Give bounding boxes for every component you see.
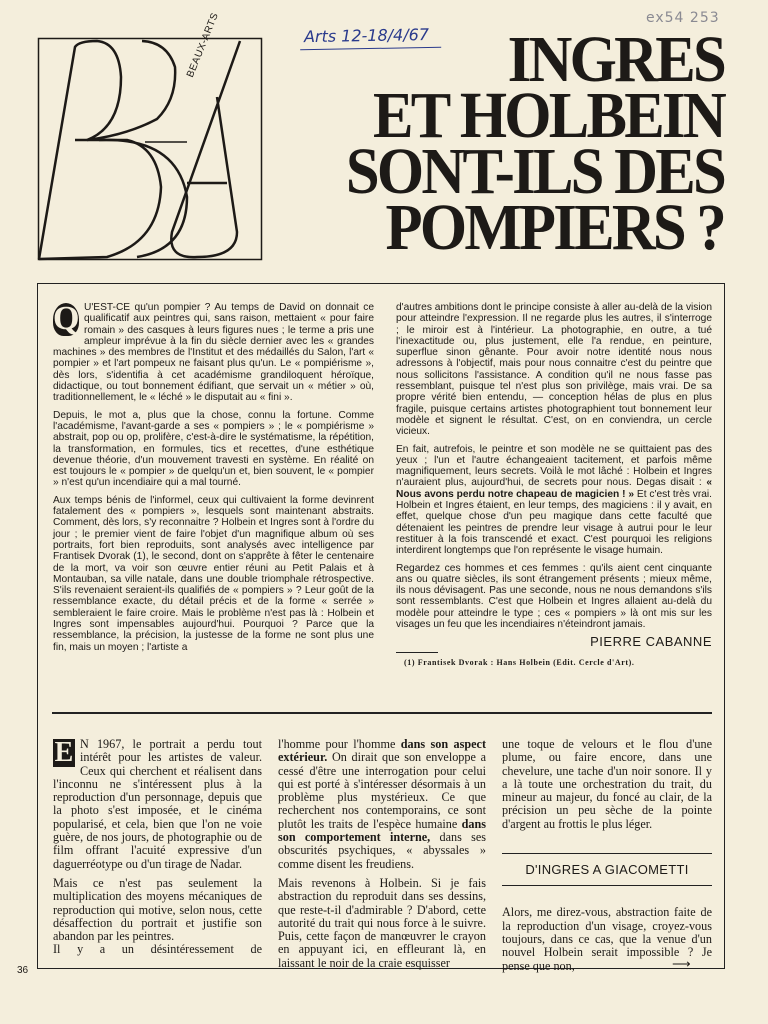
emphasis: dans son aspect extérieur.	[278, 737, 486, 765]
emphasis: dans son comportement interne,	[278, 816, 486, 845]
text: dans ses obscurités psychiques, « abyssales » comme disent les freudiens.	[278, 830, 486, 871]
drop-cap: E	[54, 737, 74, 768]
handwritten-annotation: Arts 12-18/4/67	[300, 25, 441, 50]
title-line: INGRES	[507, 23, 724, 96]
paragraph: Aux temps bénis de l'informel, ceux qui cultivaient la forme devinrent fatalement des « pompiers », lesquels sont maintenant abstraits. Comment, dès lors, s'y reconnaitre ? Holbein et Ingres sont à l'ordre du jour ; le premier vient de faire l'objet d'un magnifique album où ses portraits, fort bien reproduits, sont analysés avec intelligence par Frantisek Dvorak (1), le second, dont on s'apprête à fêter le centenaire de la mort, va voir son œuvre entier réuni au Petit Palais et à Montauban, sa ville natale, dans une double triomphale rétrospective. S'ils revenaient seraient-ils qualifiés de « pompiers » ? Leur goût de la ressemblance exacte, du détail précis et de la forme « serrée » sembleraient le faire croire. Mais le problème n'est pas là : Holbein et Ingres sont impensables aujourd'hui. Pourquoi ? Parce que la ressemblance, la précision, la justesse de la forme ne sont plus une fin, mais un moyen ; l'artiste a	[53, 494, 374, 653]
beaux-arts-logo	[37, 11, 263, 261]
paragraph: une toque de velours et le flou d'une plume, ou faire encore, dans une chevelure, une tache d'un noir sonore. Il y a là toute une orchestration du trait, du mineur au majeur, du foncé au clair, de la précision un peu sèche de la pointe d'argent au frottis le plus léger.	[502, 737, 712, 831]
paragraph: d'autres ambitions dont le principe consiste à aller au-delà de la vision pour atteindre l'expression. Il ne regarde plus les autres, il s'interroge ; le miroir est à l'intérieur. La photographie, en outre, a tué l'inexactitude ou, plus justement, elle l'a rendue, en peinture, superflue sinon gênante. Pour avoir notre identité nous nous adressons à l'objectif, mais pour nous connaitre c'est du peintre que nous sollicitons l'assistance. A condition qu'il ne nous fasse pas ressemblant, puisque tel n'est plus son privilège, mais vrai. De sa propre vérité bien entendu, — conception hélas de plus en plus fragile, puisque certains artistes photographient tout bonnement leur modèle et signent le résultat. C'est, on en conviendra, un cercle vicieux.	[396, 302, 712, 438]
paragraph: Regardez ces hommes et ces femmes : qu'ils aient cent cinquante ans ou quatre siècles, ils sont étrangement présents ; mieux même, ils nous dévisagent. Pas une seconde, nous ne nous demandons s'ils sont ressemblants. C'est que Holbein et Ingres allaient au-delà du modèle pour atteindre le type ; ces « pompiers » là ont mis sur les visages un feu que les incendiaires n'éteindront jamais.	[396, 562, 712, 631]
page-number: 36	[17, 965, 29, 976]
paragraph: Il y a un désintéressement de	[53, 942, 262, 957]
author-byline: PIERRE CABANNE	[590, 634, 712, 650]
ba-logo-icon	[37, 37, 263, 261]
footnote-rule	[396, 652, 438, 653]
second-article-column-3	[502, 738, 712, 979]
continue-arrow-icon: ⟶	[672, 956, 691, 971]
second-article-column-1	[53, 738, 262, 963]
paragraph: Alors, me direz-vous, abstraction faite de la reproduction d'un visage, croyez-vous toujours, dans ce cas, que la venue d'un nouvel Holbein serait impossible ? Je pense que non,	[502, 905, 712, 973]
logo-label: BEAUX-ARTS	[185, 11, 221, 80]
drop-cap: Q	[53, 300, 80, 337]
title-line: SONT-ILS DES	[345, 135, 724, 208]
second-article-column-2	[278, 738, 486, 976]
footnote: (1) Frantisek Dvorak : Hans Holbein (Edit. Cercle d'Art).	[404, 657, 635, 667]
text: l'homme pour l'homme	[278, 737, 401, 751]
text: On dirait que son enveloppe a cessé d'être une interrogation pour celui qui est porté à s'intéresser désormais à un problème plus mystérieux. Ce que recherchent nos contemporains, ce sont plutôt les traits de l'espèce humaine	[278, 750, 486, 831]
paragraph: N 1967, le portrait a perdu tout intérêt pour les artistes de valeur. Ceux qui cherchent et réalisent dans l'inconnu ne s'intéressent plus à la reproduction d'un personnage, depuis que la photo s'est imposée, et le cinéma popularisé, et cela, bien que l'on ne voie guère, de nos jours, de photographie ou de film offrant l'acuité expressive d'un daguerréotype ou d'un tirage de Nadar.	[53, 737, 262, 871]
title-line: ET HOLBEIN	[373, 79, 724, 152]
paragraph	[278, 738, 486, 871]
paragraph: Mais ce n'est pas seulement la multiplication des moyens mécaniques de reproduction qui motive, selon nous, cette désaffection du portrait et justifie son abandon par les peintres.	[53, 875, 262, 944]
article-column-right	[396, 302, 712, 668]
archive-reference: ex54 253	[646, 10, 720, 26]
section-divider	[52, 712, 712, 714]
article-column-left	[53, 302, 374, 659]
paragraph	[396, 444, 712, 557]
title-line: POMPIERS ?	[385, 191, 724, 264]
text: Et c'est très vrai. Holbein et Ingres étaient, en leur temps, des magiciens : il y avait, en effet, quelque chose d'un peu magique dans cette faculté que détenaient les peintres de prendre leur visage à autrui pour le leur restituer à la fois transcendé et exact. C'est pourquoi les religions interdirent longtemps que l'on représente le visage humain.	[396, 488, 712, 557]
degas-quote: « Nous avons perdu notre chapeau de magicien ! »	[396, 477, 712, 500]
paragraph: Mais revenons à Holbein. Si je fais abstraction du reproduit dans ses dessins, que reste-t-il d'admirable ? D'abord, cette autorité du trait qui nous force à le suivre. Puis, cette façon de manœuvrer le crayon en appuyant ici, en effleurant là, en laissant le noir de la craie esquisser	[278, 875, 486, 970]
paragraph: U'EST-CE qu'un pompier ? Au temps de David on donnait ce qualificatif aux peintres qui, sans raison, mettaient « pour faire romain » des casques à leurs figures nues ; le terme a pris une ampleur imprévue à la fin du siècle dernier avec les « grandes machines » des membres de l'Institut et des médaillés du Salon, l'art « pompier » et l'art pompeux ne faisant plus qu'un. Le « pompiérisme », dès lors, s'identifia à cet académisme grandiloquent héroïque, didactique, ou tout bonnement édifiant, que servait un « métier » où, traditionnellement, le « léché » le disputait au « fini ».	[53, 302, 374, 404]
subheading: D'INGRES A GIACOMETTI	[502, 853, 712, 886]
paragraph: Depuis, le mot a, plus que la chose, connu la fortune. Comme l'académisme, l'avant-garde a ses « pompiers » ; le « pompiérisme » abstrait, pop ou op, prolifère, c'est-à-dire le systématisme, la répétition, la transformation, en formules, tics et recettes, d'une esthétique devenue théorie, d'un mouvement travesti en système. En réalité on est toujours le « pompier » de quelqu'un et, bien souvent, le « pompier » n'est qu'un incendiaire qui a mal tourné.	[53, 409, 374, 489]
text: En fait, autrefois, le peintre et son modèle ne se quittaient pas des yeux ; l'un et l'autre échangeaient tacitement, et parfois même magnifiquement, leurs secrets. Voilà le mot lâché : Holbein et Ingres n'auraient plus, aujourd'hui, de secrets pour nous. Degas disait :	[396, 443, 712, 489]
